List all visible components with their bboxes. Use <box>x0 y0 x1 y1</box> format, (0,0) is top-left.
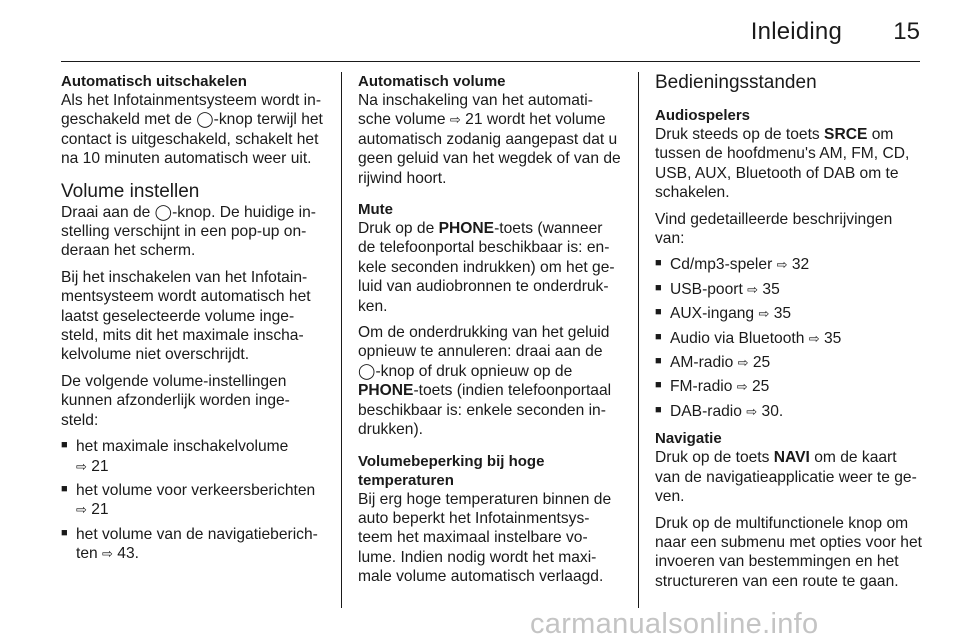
paragraph: Druk steeds op de toets SRCE om tussen de hoofdmenu's AM, FM, CD, USB, AUX, Bluetooth of DAB om te schakelen. <box>655 126 910 202</box>
column-divider <box>341 72 342 608</box>
page-ref[interactable]: 43. <box>117 545 139 563</box>
key-label: NAVI <box>773 449 810 467</box>
page-ref-arrow-icon: ⇨ <box>736 379 748 395</box>
list-item <box>61 525 325 564</box>
list-item-text: AM-radio <box>670 354 734 372</box>
page-ref-arrow-icon: ⇨ <box>76 502 87 518</box>
list-item <box>655 353 923 372</box>
list-item <box>655 377 923 396</box>
paragraph: Druk op de PHONE-toets (wanneer de telefoonportal beschikbaar is: en-kele seconden indrukken) om het ge-luid van audiobronnen te onderdruk-ken. <box>358 220 615 315</box>
list-item-text: het volume voor verkeersberichten <box>76 481 316 499</box>
section-heading: Navigatie <box>655 430 722 448</box>
column-2 <box>358 72 622 594</box>
key-label: PHONE <box>358 382 414 400</box>
column-1 <box>61 72 325 569</box>
section-heading: Audiospelers <box>655 107 751 124</box>
column-divider <box>638 72 639 608</box>
section-heading: Automatisch uitschakelen <box>61 73 247 90</box>
page-ref-arrow-icon: ⇨ <box>808 330 820 346</box>
paragraph: Druk op de multifunctionele knop om naar een submenu met opties voor het invoeren van bestemmingen en het structureren van een route te gaan. <box>655 514 922 590</box>
list-item-text: het volume van de navigatieberich-ten <box>76 525 318 563</box>
page-ref[interactable]: 25 <box>751 378 770 396</box>
page-ref[interactable]: 21 <box>465 111 483 129</box>
paragraph: Als het Infotainmentsysteem wordt in-geschakeld met de ◯-knop terwijl het contact is uitgeschakeld, schakelt het na 10 minuten automatisch weer uit. <box>61 92 323 168</box>
page-ref[interactable]: 21 <box>91 501 109 519</box>
list-item <box>655 255 923 274</box>
list-item-text: USB-poort <box>670 280 743 298</box>
list-item <box>655 304 923 323</box>
page-ref-arrow-icon: ⇨ <box>746 403 758 419</box>
section-heading: Automatisch volume <box>358 73 506 90</box>
page-ref[interactable]: 30. <box>761 402 784 420</box>
page-ref[interactable]: 35 <box>762 280 780 298</box>
chapter-title: Inleiding <box>750 18 842 45</box>
list-item-text: AUX-ingang <box>670 305 755 323</box>
page-ref[interactable]: 32 <box>791 256 810 274</box>
bullet-list <box>655 255 923 421</box>
list-item <box>61 437 325 476</box>
section-heading: Volume instellen <box>61 180 200 202</box>
list-item-text: het maximale inschakelvolume <box>76 438 289 456</box>
page-ref-arrow-icon: ⇨ <box>776 257 788 273</box>
page-ref-arrow-icon: ⇨ <box>76 458 87 474</box>
list-item <box>655 280 923 299</box>
bullet-list <box>61 437 325 563</box>
page-ref-arrow-icon: ⇨ <box>449 112 461 128</box>
list-item <box>655 329 923 348</box>
page-ref-arrow-icon: ⇨ <box>747 281 759 297</box>
page-ref-arrow-icon: ⇨ <box>102 546 113 562</box>
page-ref[interactable]: 21 <box>91 457 109 475</box>
list-item-text: Cd/mp3-speler <box>670 256 773 274</box>
paragraph: Bij het inschakelen van het Infotain-mentsysteem wordt automatisch het laatst geselecteerde volume inge-steld, mits dit het maximale inscha-kelvolume niet overschrijdt. <box>61 268 311 364</box>
paragraph: Om de onderdrukking van het geluid opnieuw te annuleren: draai aan de ◯-knop of druk opnieuw op de PHONE-toets (indien telefoonportaal beschikbaar is: enkele seconden in-drukken). <box>358 324 612 439</box>
watermark-text[interactable]: carmanualsonline.info <box>530 608 819 640</box>
header-rule <box>61 61 920 62</box>
paragraph: Draai aan de ◯-knop. De huidige in-stelling verschijnt in een pop-up on-deraan het scherm. <box>61 203 316 260</box>
page-ref[interactable]: 35 <box>823 329 842 347</box>
paragraph: De volgende volume-instellingen kunnen afzonderlijk worden inge-steld: <box>61 372 290 429</box>
page-number: 15 <box>893 18 920 45</box>
paragraph: Na inschakeling van het automati-sche volume ⇨ 21 wordt het volume automatisch zodanig aangepast dat u geen geluid van het wegdek of van de rijwind hoort. <box>358 92 621 187</box>
list-item-text: DAB-radio <box>670 402 742 420</box>
page-ref-arrow-icon: ⇨ <box>737 355 749 371</box>
key-label: SRCE <box>824 126 868 143</box>
list-item-text: FM-radio <box>670 378 733 396</box>
page-header <box>0 0 960 62</box>
page-ref[interactable]: 25 <box>752 354 771 372</box>
list-item-text: Audio via Bluetooth <box>670 329 805 347</box>
section-heading: Mute <box>358 201 393 219</box>
key-label: PHONE <box>438 220 495 238</box>
paragraph: Druk op de toets NAVI om de kaart van de navigatieapplicatie weer te ge-ven. <box>655 449 917 506</box>
page-ref[interactable]: 35 <box>773 305 792 323</box>
page-ref-arrow-icon: ⇨ <box>758 306 770 322</box>
paragraph: Vind gedetailleerde beschrijvingen van: <box>655 210 893 248</box>
list-item <box>655 402 923 421</box>
column-3 <box>655 72 923 598</box>
watermark-footer <box>530 608 950 642</box>
list-item <box>61 481 325 520</box>
section-heading: Volumebeperking bij hoge temperaturen <box>358 452 545 489</box>
section-heading: Bedieningsstanden <box>655 72 817 93</box>
paragraph: Bij erg hoge temperaturen binnen de auto beperkt het Infotainmentsys-teem het maximaal instelbare vo-lume. Indien nodig wordt het maxi-male volume automatisch verlaagd. <box>358 490 612 586</box>
